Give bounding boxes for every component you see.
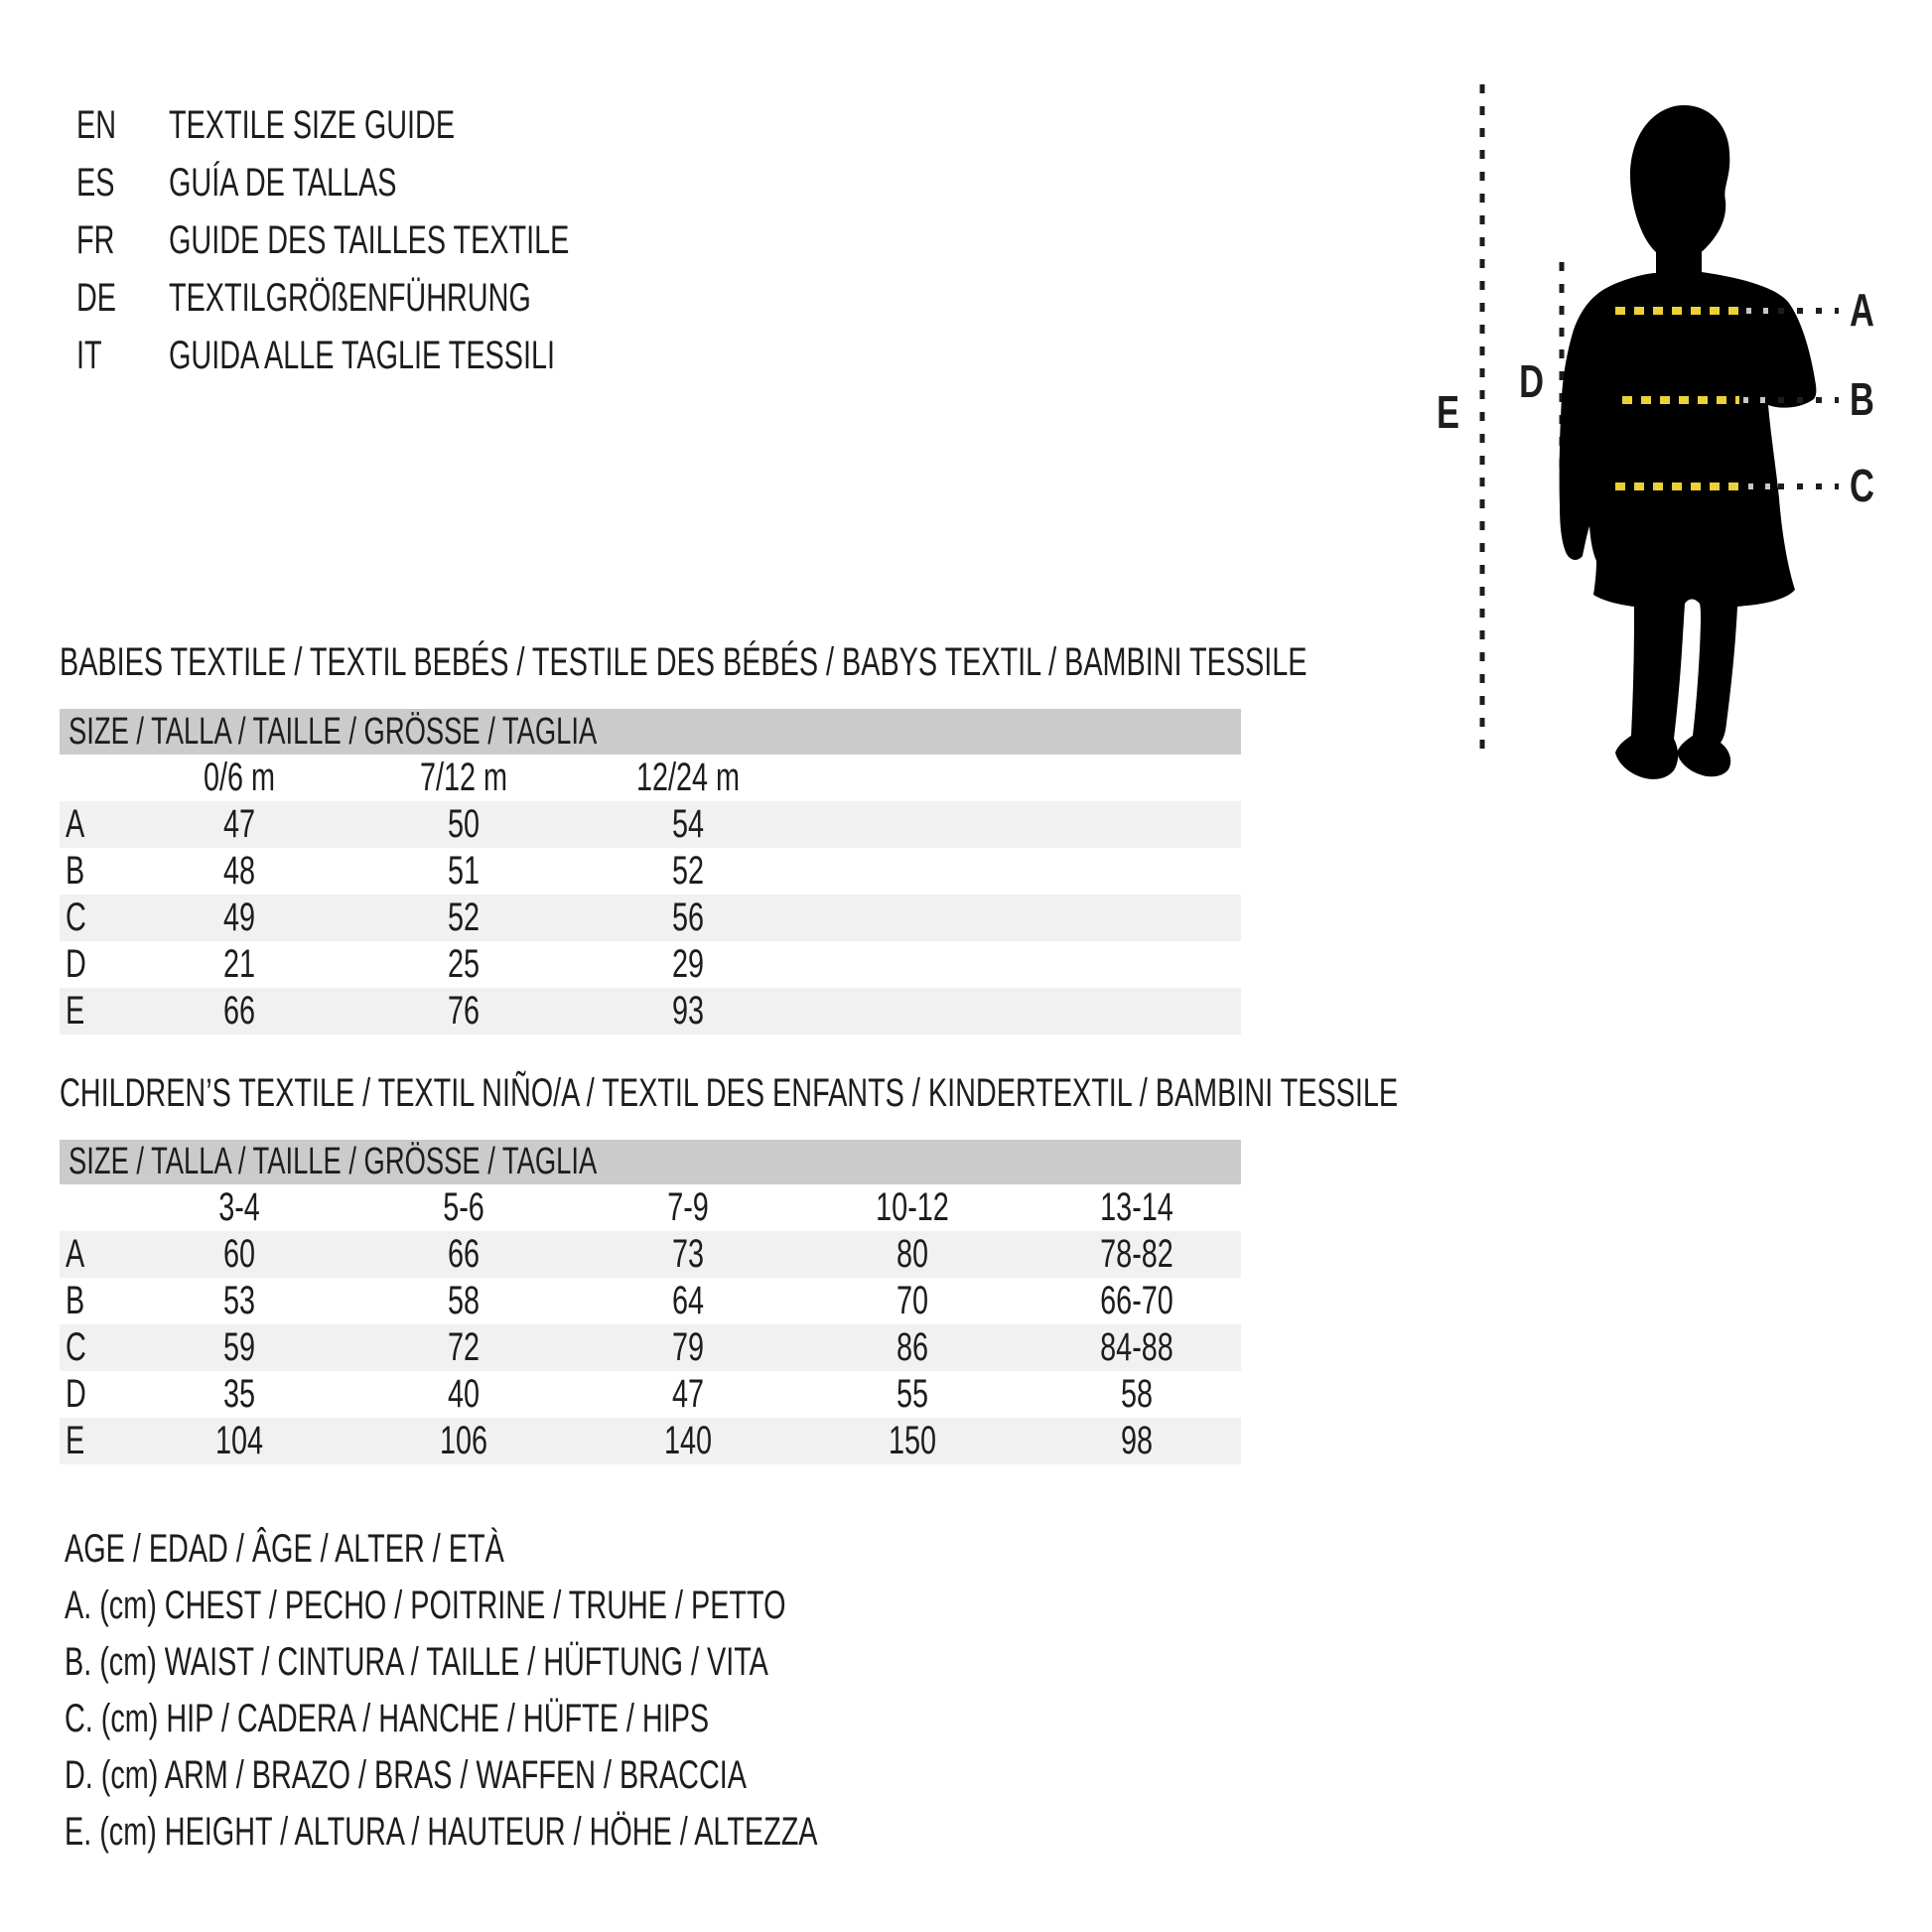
guide-title: GUIDA ALLE TAGLIE TESSILI [169,334,555,377]
size-value-cell: 86 [896,1325,929,1369]
babies-column-headers [60,755,1241,801]
language-row [76,327,725,384]
child-silhouette-diagram [1122,60,1932,804]
row-label: B [66,849,85,893]
size-value-cell: 21 [222,942,256,986]
silhouette-neck [1656,226,1702,276]
column-header: 10-12 [876,1185,949,1229]
row-label: C [66,1325,86,1369]
size-value-cell: 56 [671,896,705,939]
column-header: 12/24 m [635,756,741,799]
size-value-cell: 58 [447,1279,481,1322]
measurement-legend [65,1521,1110,1861]
language-code: ES [76,161,115,205]
size-value-cell: 55 [896,1372,929,1416]
waist-label: B [1850,373,1874,426]
children-table-rows [60,1231,1241,1464]
language-row [76,96,725,154]
guide-title: TEXTILGRÖßENFÜHRUNG [169,276,531,320]
size-value-cell: 52 [447,896,481,939]
language-code: DE [76,276,117,320]
row-label-spacer [60,1184,127,1231]
babies-section-title: BABIES TEXTILE / TEXTIL BEBÉS / TESTILE DES BÉBÉS / BABYS TEXTIL / BAMBINI TESSILE [60,640,1308,684]
size-value-cell: 54 [671,802,705,846]
column-header: 7/12 m [419,756,508,799]
row-label: A [66,1232,85,1276]
size-value-cell: 29 [671,942,705,986]
size-value-cell: 40 [447,1372,481,1416]
size-value-cell: 51 [447,849,481,893]
size-value-cell: 93 [671,989,705,1033]
size-value-cell: 78-82 [1100,1232,1173,1276]
table-row [60,801,1241,848]
size-value-cell: 47 [671,1372,705,1416]
table-row [60,988,1241,1035]
children-size-table [60,1140,1241,1464]
children-section-title: CHILDREN’S TEXTILE / TEXTIL NIÑO/A / TEXTIL DES ENFANTS / KINDERTEXTIL / BAMBINI TESSILE [60,1071,1399,1115]
measurement-figure [1122,60,1932,804]
table-row [60,1371,1241,1418]
column-header: 5-6 [443,1185,484,1229]
table-row [60,1231,1241,1278]
size-value-cell: 98 [1120,1419,1154,1462]
language-title-block [76,96,725,384]
legend-line-chest: A. (cm) CHEST / PECHO / POITRINE / TRUHE / PETTO [65,1584,786,1627]
table-row [60,941,1241,988]
arm-label: D [1519,355,1544,408]
table-row [60,848,1241,895]
size-header-bar: SIZE / TALLA / TAILLE / GRÖSSE / TAGLIA [60,1140,1241,1184]
size-value-cell: 66 [447,1232,481,1276]
size-value-cell: 60 [222,1232,256,1276]
size-value-cell: 47 [222,802,256,846]
table-row [60,1324,1241,1371]
row-label: B [66,1279,85,1322]
size-value-cell: 72 [447,1325,481,1369]
size-value-cell: 50 [447,802,481,846]
size-value-cell: 150 [888,1419,937,1462]
babies-size-table [60,709,1241,1035]
size-value-cell: 25 [447,942,481,986]
table-row [60,1418,1241,1464]
language-code: EN [76,103,117,147]
size-value-cell: 79 [671,1325,705,1369]
row-label: C [66,896,86,939]
hip-label: C [1850,460,1874,512]
size-value-cell: 84-88 [1100,1325,1173,1369]
language-code: IT [76,334,102,377]
size-value-cell: 49 [222,896,256,939]
babies-table-rows [60,801,1241,1035]
table-row [60,895,1241,941]
legend-line-height: E. (cm) HEIGHT / ALTURA / HAUTEUR / HÖHE / ALTEZZA [65,1810,818,1854]
column-header: 7-9 [667,1185,709,1229]
children-column-headers [60,1184,1241,1231]
row-label-spacer [60,755,127,801]
row-label: A [66,802,85,846]
size-value-cell: 52 [671,849,705,893]
column-header: 3-4 [218,1185,260,1229]
size-value-cell: 104 [214,1419,264,1462]
chest-label: A [1850,284,1874,337]
size-header-bar: SIZE / TALLA / TAILLE / GRÖSSE / TAGLIA [60,709,1241,755]
column-header: 0/6 m [203,756,276,799]
guide-title: TEXTILE SIZE GUIDE [169,103,456,147]
size-value-cell: 35 [222,1372,256,1416]
language-row [76,269,725,327]
legend-line-waist: B. (cm) WAIST / CINTURA / TAILLE / HÜFTUNG / VITA [65,1640,768,1684]
size-value-cell: 58 [1120,1372,1154,1416]
row-label: D [66,1372,86,1416]
row-label: E [66,1419,85,1462]
language-row [76,154,725,211]
size-value-cell: 48 [222,849,256,893]
size-value-cell: 70 [896,1279,929,1322]
size-value-cell: 80 [896,1232,929,1276]
language-row [76,211,725,269]
height-label: E [1436,386,1459,439]
silhouette-body [1560,272,1817,779]
guide-title: GUIDE DES TAILLES TEXTILE [169,218,570,262]
guide-title: GUÍA DE TALLAS [169,161,397,205]
legend-line-age: AGE / EDAD / ÂGE / ALTER / ETÀ [65,1527,504,1571]
row-label: E [66,989,85,1033]
legend-line-arm: D. (cm) ARM / BRAZO / BRAS / WAFFEN / BRACCIA [65,1753,747,1797]
column-header: 13-14 [1100,1185,1173,1229]
size-value-cell: 66-70 [1100,1279,1173,1322]
size-value-cell: 76 [447,989,481,1033]
size-value-cell: 73 [671,1232,705,1276]
row-label: D [66,942,86,986]
size-value-cell: 64 [671,1279,705,1322]
size-value-cell: 106 [439,1419,488,1462]
size-value-cell: 59 [222,1325,256,1369]
size-value-cell: 53 [222,1279,256,1322]
size-value-cell: 66 [222,989,256,1033]
size-value-cell: 140 [663,1419,713,1462]
table-row [60,1278,1241,1324]
language-code: FR [76,218,115,262]
legend-line-hip: C. (cm) HIP / CADERA / HANCHE / HÜFTE / HIPS [65,1697,710,1740]
